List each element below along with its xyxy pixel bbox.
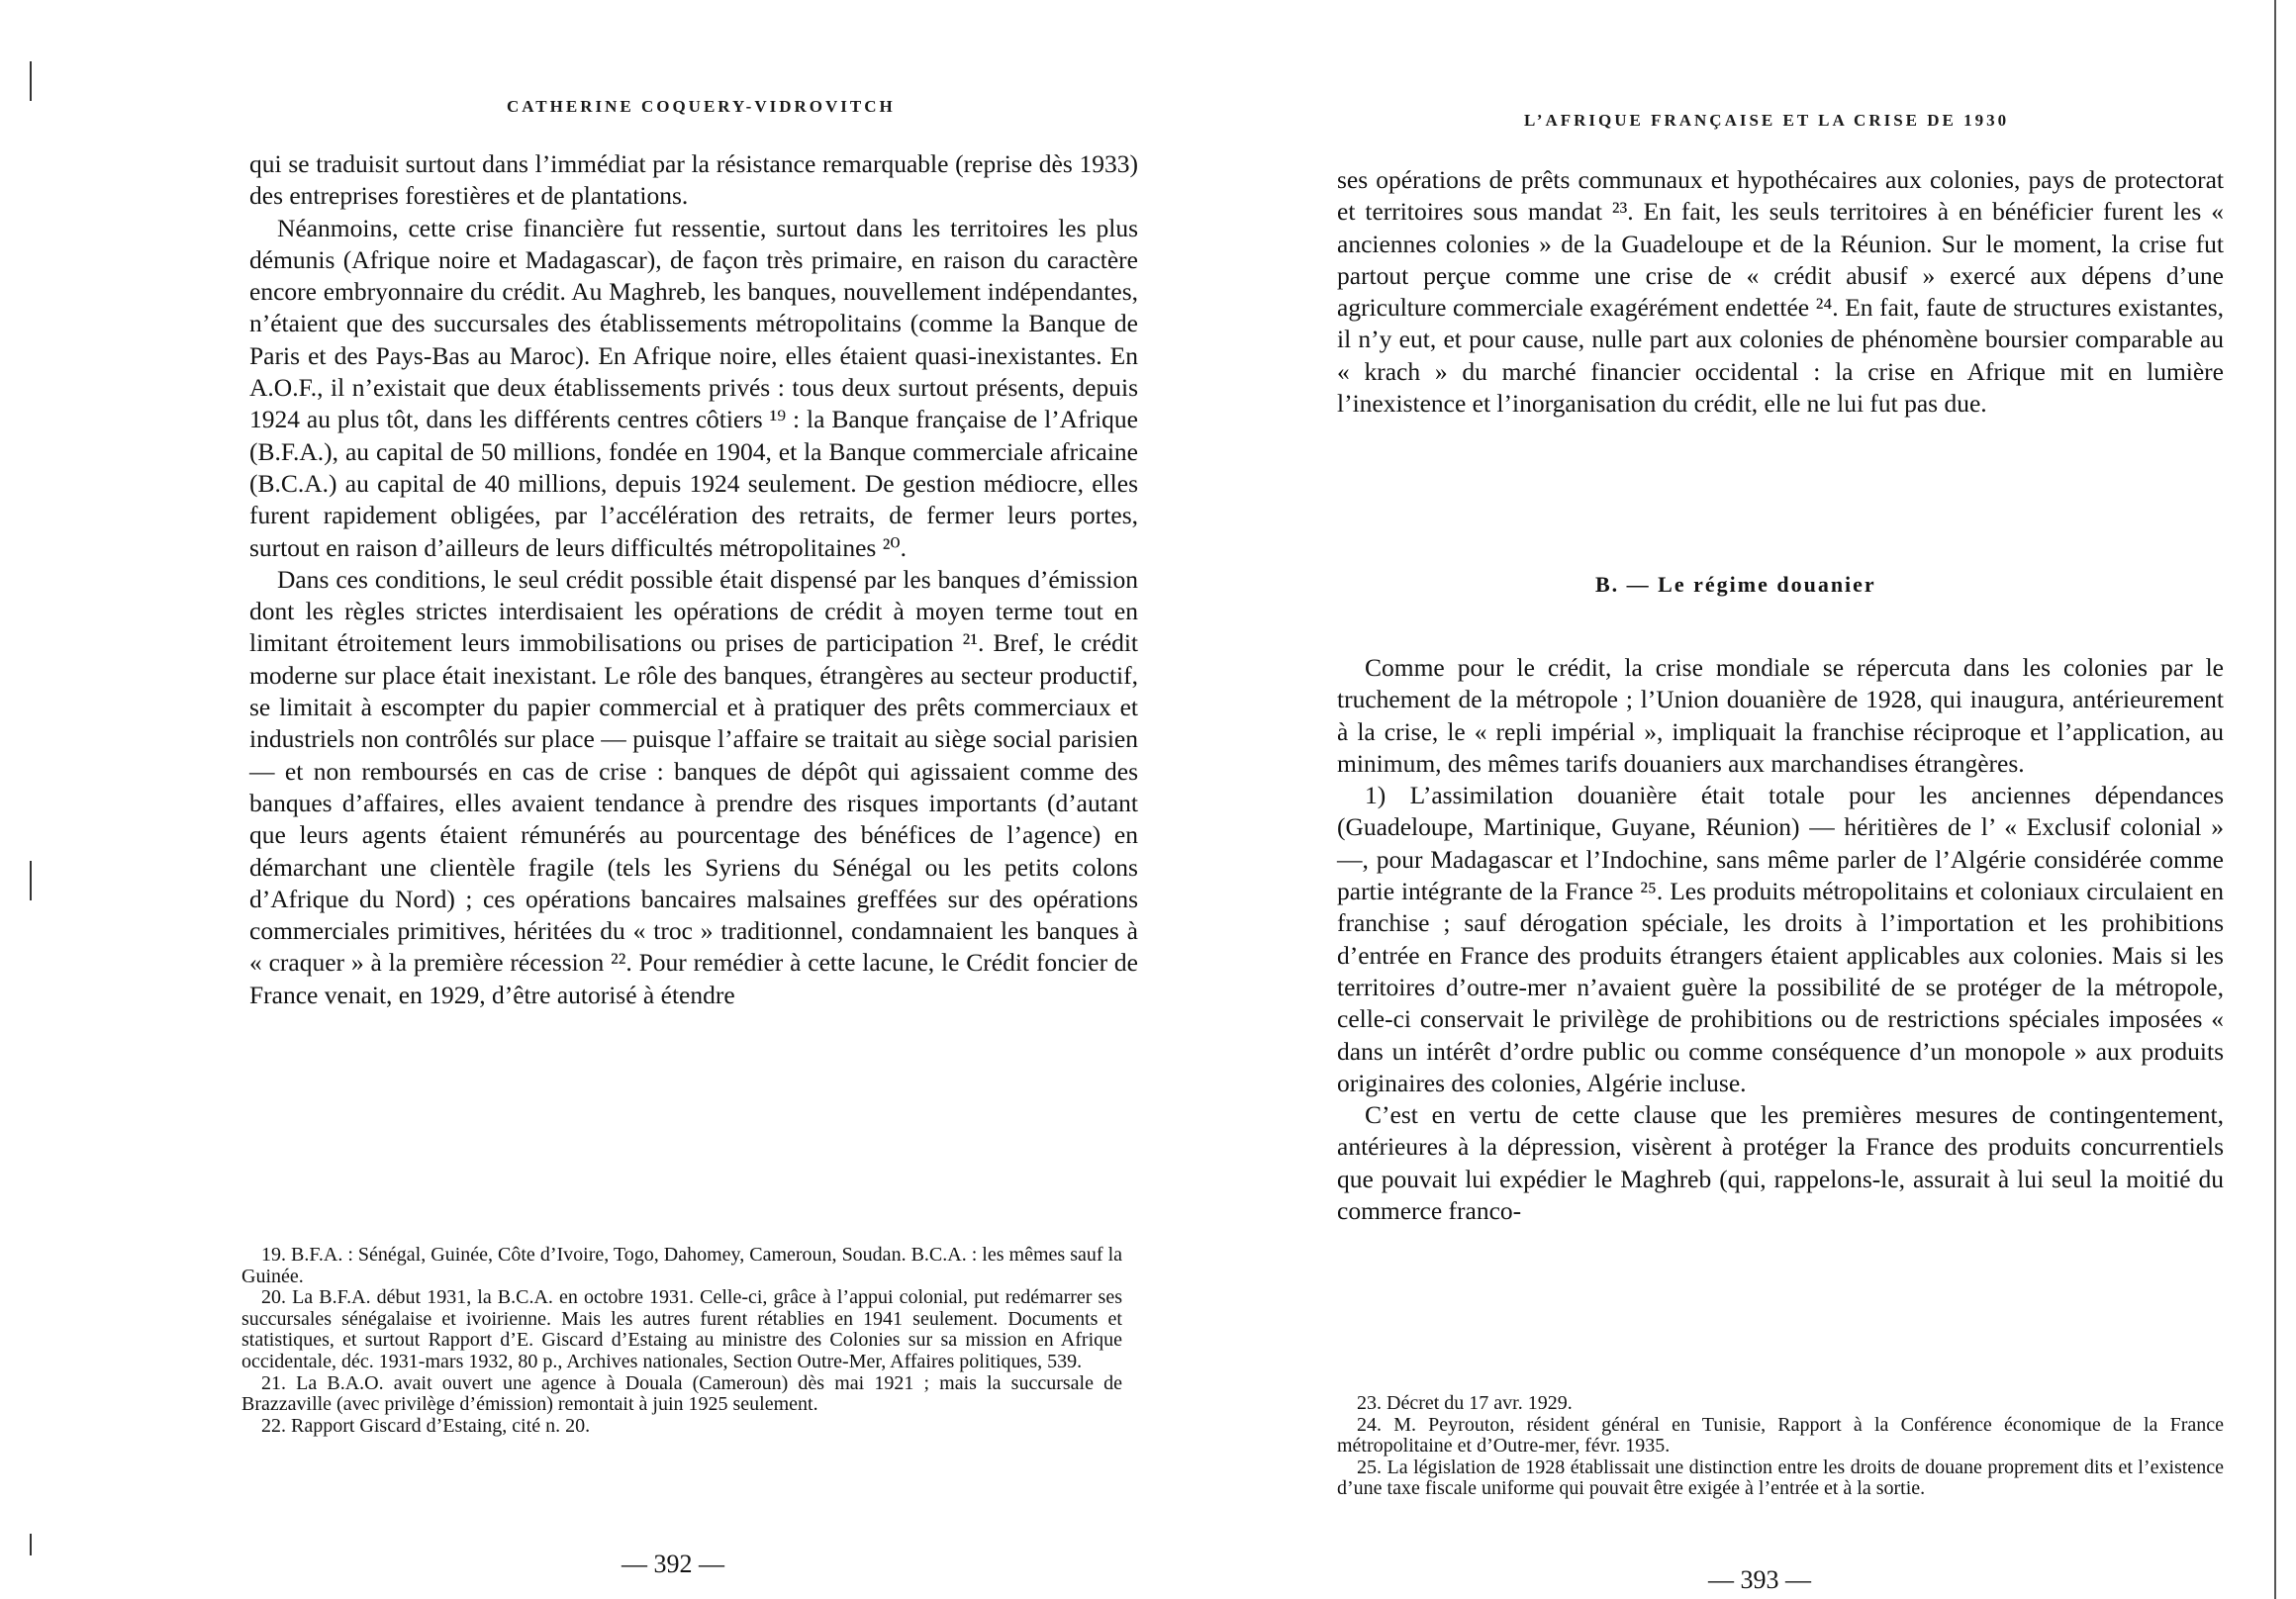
main-text-bottom [1337,652,2224,1227]
left-margin-mark [30,861,32,900]
page-number: — 393 — [1708,1565,1811,1594]
paragraph: C’est en vertu de cette clause que les premières mesures de contingentement, antérieures à la dépression, visèrent à protéger la France des produits concurrentiels que pouvait lui expédier le Maghreb (qui, rappelons-le, assurait à lui seul la moitié du commerce franco- [1337,1100,2224,1226]
left-margin-mark [30,1534,32,1555]
footnote: 20. La B.F.A. début 1931, la B.C.A. en octobre 1931. Celle-ci, grâce à l’appui colonial, put redémarrer ses succursales sénégalaise et ivoirienne. Mais les autres furent rétablies en 1941 seulement. Documents et statistiques, et surtout Rapport d’E. Giscard d’Estaing au ministre des Colonies sur sa mission en Afrique occidentale, déc. 1931-mars 1932, 80 p., Archives nationales, Section Outre-Mer, Affaires politiques, 539. [241,1286,1122,1372]
paragraph: ses opérations de prêts communaux et hypothécaires aux colonies, pays de protectorat et territoires sous mandat ²³. En fait, les seuls territoires à en bénéficier furent les « anciennes colonies » de la Guadeloupe et de la Réunion. Sur le moment, la crise fut partout perçue comme une crise de « crédit abusif » exercé aux dépens d’une agriculture commerciale exagérément endettée ²⁴. En fait, faute de structures existantes, il n’y eut, et pour cause, nulle part aux colonies de phénomène boursier comparable au « krach » du marché financier occidental : la crise en Afrique mit en lumière l’inexistence et l’inorganisation du crédit, elle ne lui fut pas due. [1337,165,2224,419]
right-margin-mark [2274,0,2276,1599]
paragraph: qui se traduisit surtout dans l’immédiat par la résistance remarquable (reprise dès 1933) des entreprises forestières et de plantations. [249,149,1138,211]
footnotes [241,1245,1122,1437]
right-page [1148,0,2296,1599]
footnote: 23. Décret du 17 avr. 1929. [1357,1392,1573,1414]
paragraph: Dans ces conditions, le seul crédit possible était dispensé par les banques d’émission dont les règles strictes interdisaient les opérations de crédit à moyen terme tout en limitant étroitement leurs immobilisations ou prises de participation ²¹. Bref, le crédit moderne sur place était inexistant. Le rôle des banques, étrangères au secteur productif, se limitait à escompter du papier commercial et à pratiquer des prêts commerciaux et industriels non contrôlés sur place — puisque l’affaire se traitait au siège social parisien — et non remboursés en cas de crise : banques de dépôt qui agissaient comme des banques d’affaires, elles avaient tendance à prendre des risques importants (d’autant que leurs agents étaient rémunérés au pourcentage des bénéfices de l’agence) en démarchant une clientèle fragile (tels les Syriens du Sénégal ou les petits colons d’Afrique du Nord) ; ces opérations bancaires malsaines greffées sur des opérations commerciales primitives, héritées du « troc » traditionnel, condamnaient les banques à « craquer » à la première récession ²². Pour remédier à cette lacune, le Crédit foncier de France venait, en 1929, d’être autorisé à étendre [249,564,1138,1009]
footnote: 22. Rapport Giscard d’Estaing, cité n. 20. [261,1414,591,1437]
footnote: 24. M. Peyrouton, résident général en Tunisie, Rapport à la Conférence économique de la France métropolitaine et d’Outre-mer, févr. 1935. [1337,1413,2224,1458]
main-text [249,148,1138,1011]
paragraph: Comme pour le crédit, la crise mondiale se répercuta dans les colonies par le truchement de la métropole ; l’Union douanière de 1928, qui inaugura, antérieurement à la crise, le « repli impérial », impliquait la franchise réciproque et l’application, au minimum, des mêmes tarifs douaniers aux marchandises étrangères. [1337,653,2224,778]
section-heading: B. — Le régime douanier [1595,572,1876,597]
footnotes [1337,1393,2224,1500]
footnote: 21. La B.A.O. avait ouvert une agence à Douala (Cameroun) dès mai 1921 ; mais la succursale de Brazzaville (avec privilège d’émission) remontait à juin 1925 seulement. [241,1371,1122,1416]
left-margin-mark [30,61,32,101]
main-text-top [1337,164,2224,420]
footnote: 19. B.F.A. : Sénégal, Guinée, Côte d’Ivoire, Togo, Dahomey, Cameroun, Soudan. B.C.A. : les mêmes sauf la Guinée. [241,1244,1122,1287]
page-number: — 392 — [622,1550,724,1578]
running-head: CATHERINE COQUERY-VIDROVITCH [507,97,896,116]
running-head: L’AFRIQUE FRANÇAISE ET LA CRISE DE 1930 [1524,111,2010,130]
paragraph: 1) L’assimilation douanière était totale pour les anciennes dépendances (Guadeloupe, Martinique, Guyane, Réunion) — héritières de l’ « Exclusif colonial » —, pour Madagascar et l’Indochine, sans même parler de l’Algérie considérée comme partie intégrante de la France ²⁵. Les produits métropolitains et coloniaux circulaient en franchise ; sauf dérogation spéciale, les droits à l’importation et les prohibitions d’entrée en France des produits étrangers étaient applicables aux colonies. Mais si les territoires d’outre-mer n’avaient guère la possibilité de se protéger de la métropole, celle-ci conservait le privilège de prohibitions ou de restrictions spéciales imposées « dans un intérêt d’ordre public ou comme conséquence d’un monopole » aux produits originaires des colonies, Algérie incluse. [1337,781,2224,1097]
paragraph: Néanmoins, cette crise financière fut ressentie, surtout dans les territoires les plus démunis (Afrique noire et Madagascar), de façon très primaire, en raison du caractère encore embryonnaire du crédit. Au Maghreb, les banques, nouvellement indépendantes, n’étaient que des succursales des établissements métropolitains (comme la Banque de Paris et des Pays-Bas au Maroc). En Afrique noire, elles étaient quasi-inexistantes. En A.O.F., il n’existait que deux établissements privés : tous deux surtout présents, depuis 1924 au plus tôt, dans les différents centres côtiers ¹⁹ : la Banque française de l’Afrique (B.F.A.), au capital de 50 millions, fondée en 1904, et la Banque commerciale africaine (B.C.A.) au capital de 40 millions, depuis 1924 seulement. De gestion médiocre, elles furent rapidement obligées, par l’accélération des retraits, de fermer leurs portes, surtout en raison d’ailleurs de leurs difficultés métropolitaines ²⁰. [249,213,1138,562]
footnote: 25. La législation de 1928 établissait une distinction entre les droits de douane proprement dits et l’existence d’une taxe fiscale uniforme qui pouvait être exigée à l’entrée et à la sortie. [1337,1456,2224,1500]
